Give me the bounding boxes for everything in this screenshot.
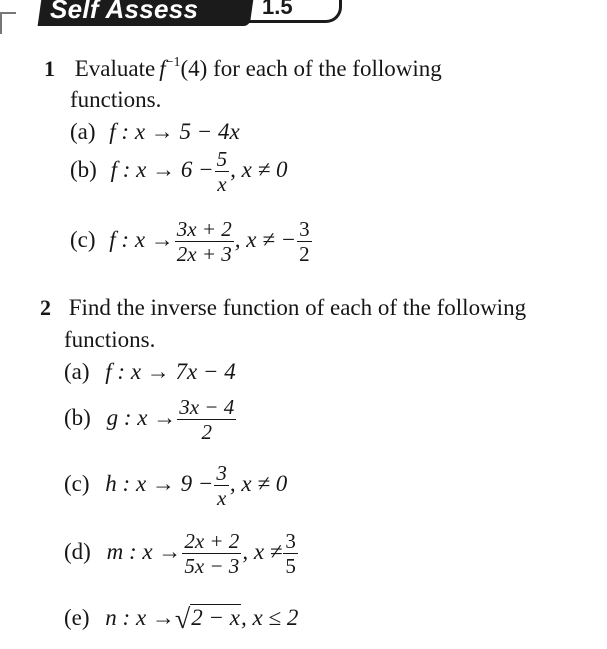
q1c-condition-fraction <box>297 218 312 265</box>
q2c-condition: , x ≠ 0 <box>229 470 288 496</box>
q1-part-b <box>70 148 287 195</box>
q1c-fraction <box>175 218 234 265</box>
q2d-prefix: m : x → <box>106 538 182 564</box>
q1-intro-evaluate: Evaluate <box>74 56 156 81</box>
q2c-denominator: x <box>217 486 227 511</box>
q1b-denominator: x <box>217 172 227 197</box>
q1c-cond-denominator: 2 <box>299 242 310 267</box>
q1a-label: (a) <box>70 119 96 144</box>
q2-part-c <box>64 462 287 509</box>
q2d-cond-numerator: 3 <box>285 529 296 553</box>
q2d-label: (d) <box>64 538 91 564</box>
q2c-prefix: h : x → 9 − <box>105 470 214 496</box>
q1c-label: (c) <box>70 226 96 252</box>
q1b-fraction <box>215 148 230 195</box>
q1c-numerator: 3x + 2 <box>176 217 232 241</box>
q2b-denominator: 2 <box>201 420 212 445</box>
q2b-prefix: g : x → <box>106 404 177 430</box>
q1c-prefix: f : x → <box>109 226 174 252</box>
q1b-condition: , x ≠ 0 <box>230 156 288 182</box>
q2e-radicand: 2 − x <box>191 605 241 630</box>
q2c-fraction <box>214 462 229 509</box>
q2c-label: (c) <box>64 470 90 496</box>
q2d-cond-denominator: 5 <box>285 554 296 579</box>
q2c-numerator: 3 <box>216 461 227 485</box>
q2-part-a <box>64 360 236 383</box>
q2e-prefix: n : x → <box>105 605 175 630</box>
q2a-expression: f : x → 7x − 4 <box>105 359 236 384</box>
q2a-label: (a) <box>64 359 90 384</box>
q1c-condition: , x ≠ − <box>234 226 297 252</box>
q2d-condition-fraction <box>283 530 298 577</box>
q2-line2: functions. <box>64 327 156 352</box>
square-root-icon: √ <box>174 604 191 635</box>
q1b-label: (b) <box>70 156 97 182</box>
q1b-prefix: f : x → 6 − <box>110 156 214 182</box>
q2-number: 2 <box>40 295 51 320</box>
q1c-cond-numerator: 3 <box>299 217 310 241</box>
q2e-radical <box>175 606 241 634</box>
q1-line1 <box>44 56 442 80</box>
q1-line2: functions. <box>70 87 162 112</box>
page-corner-mark <box>0 12 16 34</box>
q2-line1 <box>40 296 526 319</box>
q2b-fraction <box>177 396 236 443</box>
q2-part-d <box>64 530 299 577</box>
section-ref: 1.5 <box>262 0 293 19</box>
q2d-numerator: 2x + 2 <box>184 529 240 553</box>
q2-part-b <box>64 396 237 443</box>
q1-number: 1 <box>44 56 55 81</box>
q1-intro-f: f <box>159 56 166 81</box>
q1a-expression: f : x → 5 − 4x <box>109 119 240 144</box>
q1b-numerator: 5 <box>216 147 228 171</box>
q1-part-c <box>70 218 313 265</box>
q1-part-a <box>70 120 240 143</box>
q2b-label: (b) <box>64 404 91 430</box>
q1c-denominator: 2x + 3 <box>176 242 232 267</box>
section-title: Self Assess <box>50 0 199 24</box>
q2d-denominator: 5x − 3 <box>184 554 240 579</box>
q2-part-e <box>64 606 298 634</box>
q1-intro-inverse-exponent: −1 <box>165 55 181 70</box>
q2d-fraction <box>182 530 241 577</box>
q2-intro: Find the inverse function of each of the following <box>68 295 527 320</box>
q2b-numerator: 3x − 4 <box>179 395 235 419</box>
q1-intro-rest: (4) for each of the following <box>180 56 442 81</box>
q2e-label: (e) <box>64 605 90 630</box>
q2d-condition: , x ≠ <box>242 538 283 564</box>
q2e-condition: , x ≤ 2 <box>241 605 299 630</box>
